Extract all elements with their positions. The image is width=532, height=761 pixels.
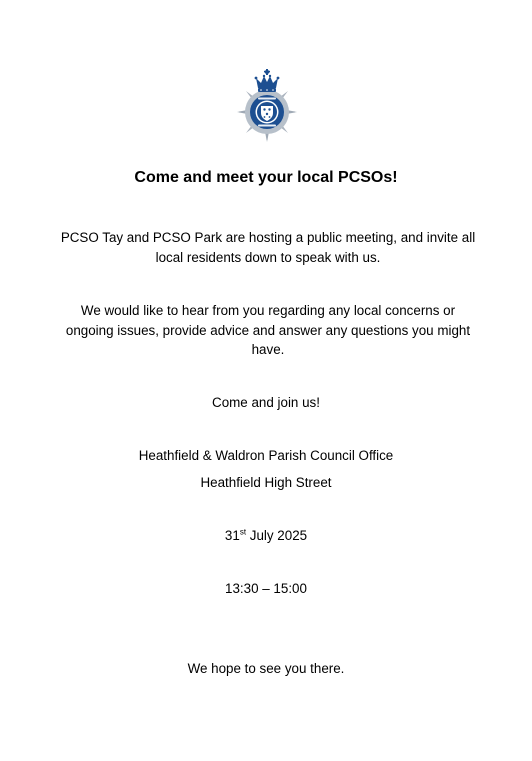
event-date — [0, 526, 532, 546]
sussex-police-crest-logo — [237, 66, 297, 142]
concerns-paragraph: We would like to hear from you regarding any local concerns or ongoing issues, provide advice and answer any questions you might have. — [65, 303, 471, 357]
date-month-year: July 2025 — [246, 528, 308, 543]
venue-street: Heathfield High Street — [200, 475, 332, 490]
closing-text: We hope to see you there. — [187, 661, 345, 676]
intro-paragraph: PCSO Tay and PCSO Park are hosting a public meeting, and invite all local residents down to speak with us. — [60, 230, 476, 265]
venue-name: Heathfield & Waldron Parish Council Office — [138, 448, 394, 463]
join-text: Come and join us! — [212, 395, 320, 410]
police-crest-icon — [237, 66, 297, 142]
date-suffix: st — [239, 527, 247, 537]
page-title: Come and meet your local PCSOs! — [134, 169, 398, 186]
event-time: 13:30 – 15:00 — [225, 581, 307, 596]
date-day: 31 — [224, 528, 240, 543]
